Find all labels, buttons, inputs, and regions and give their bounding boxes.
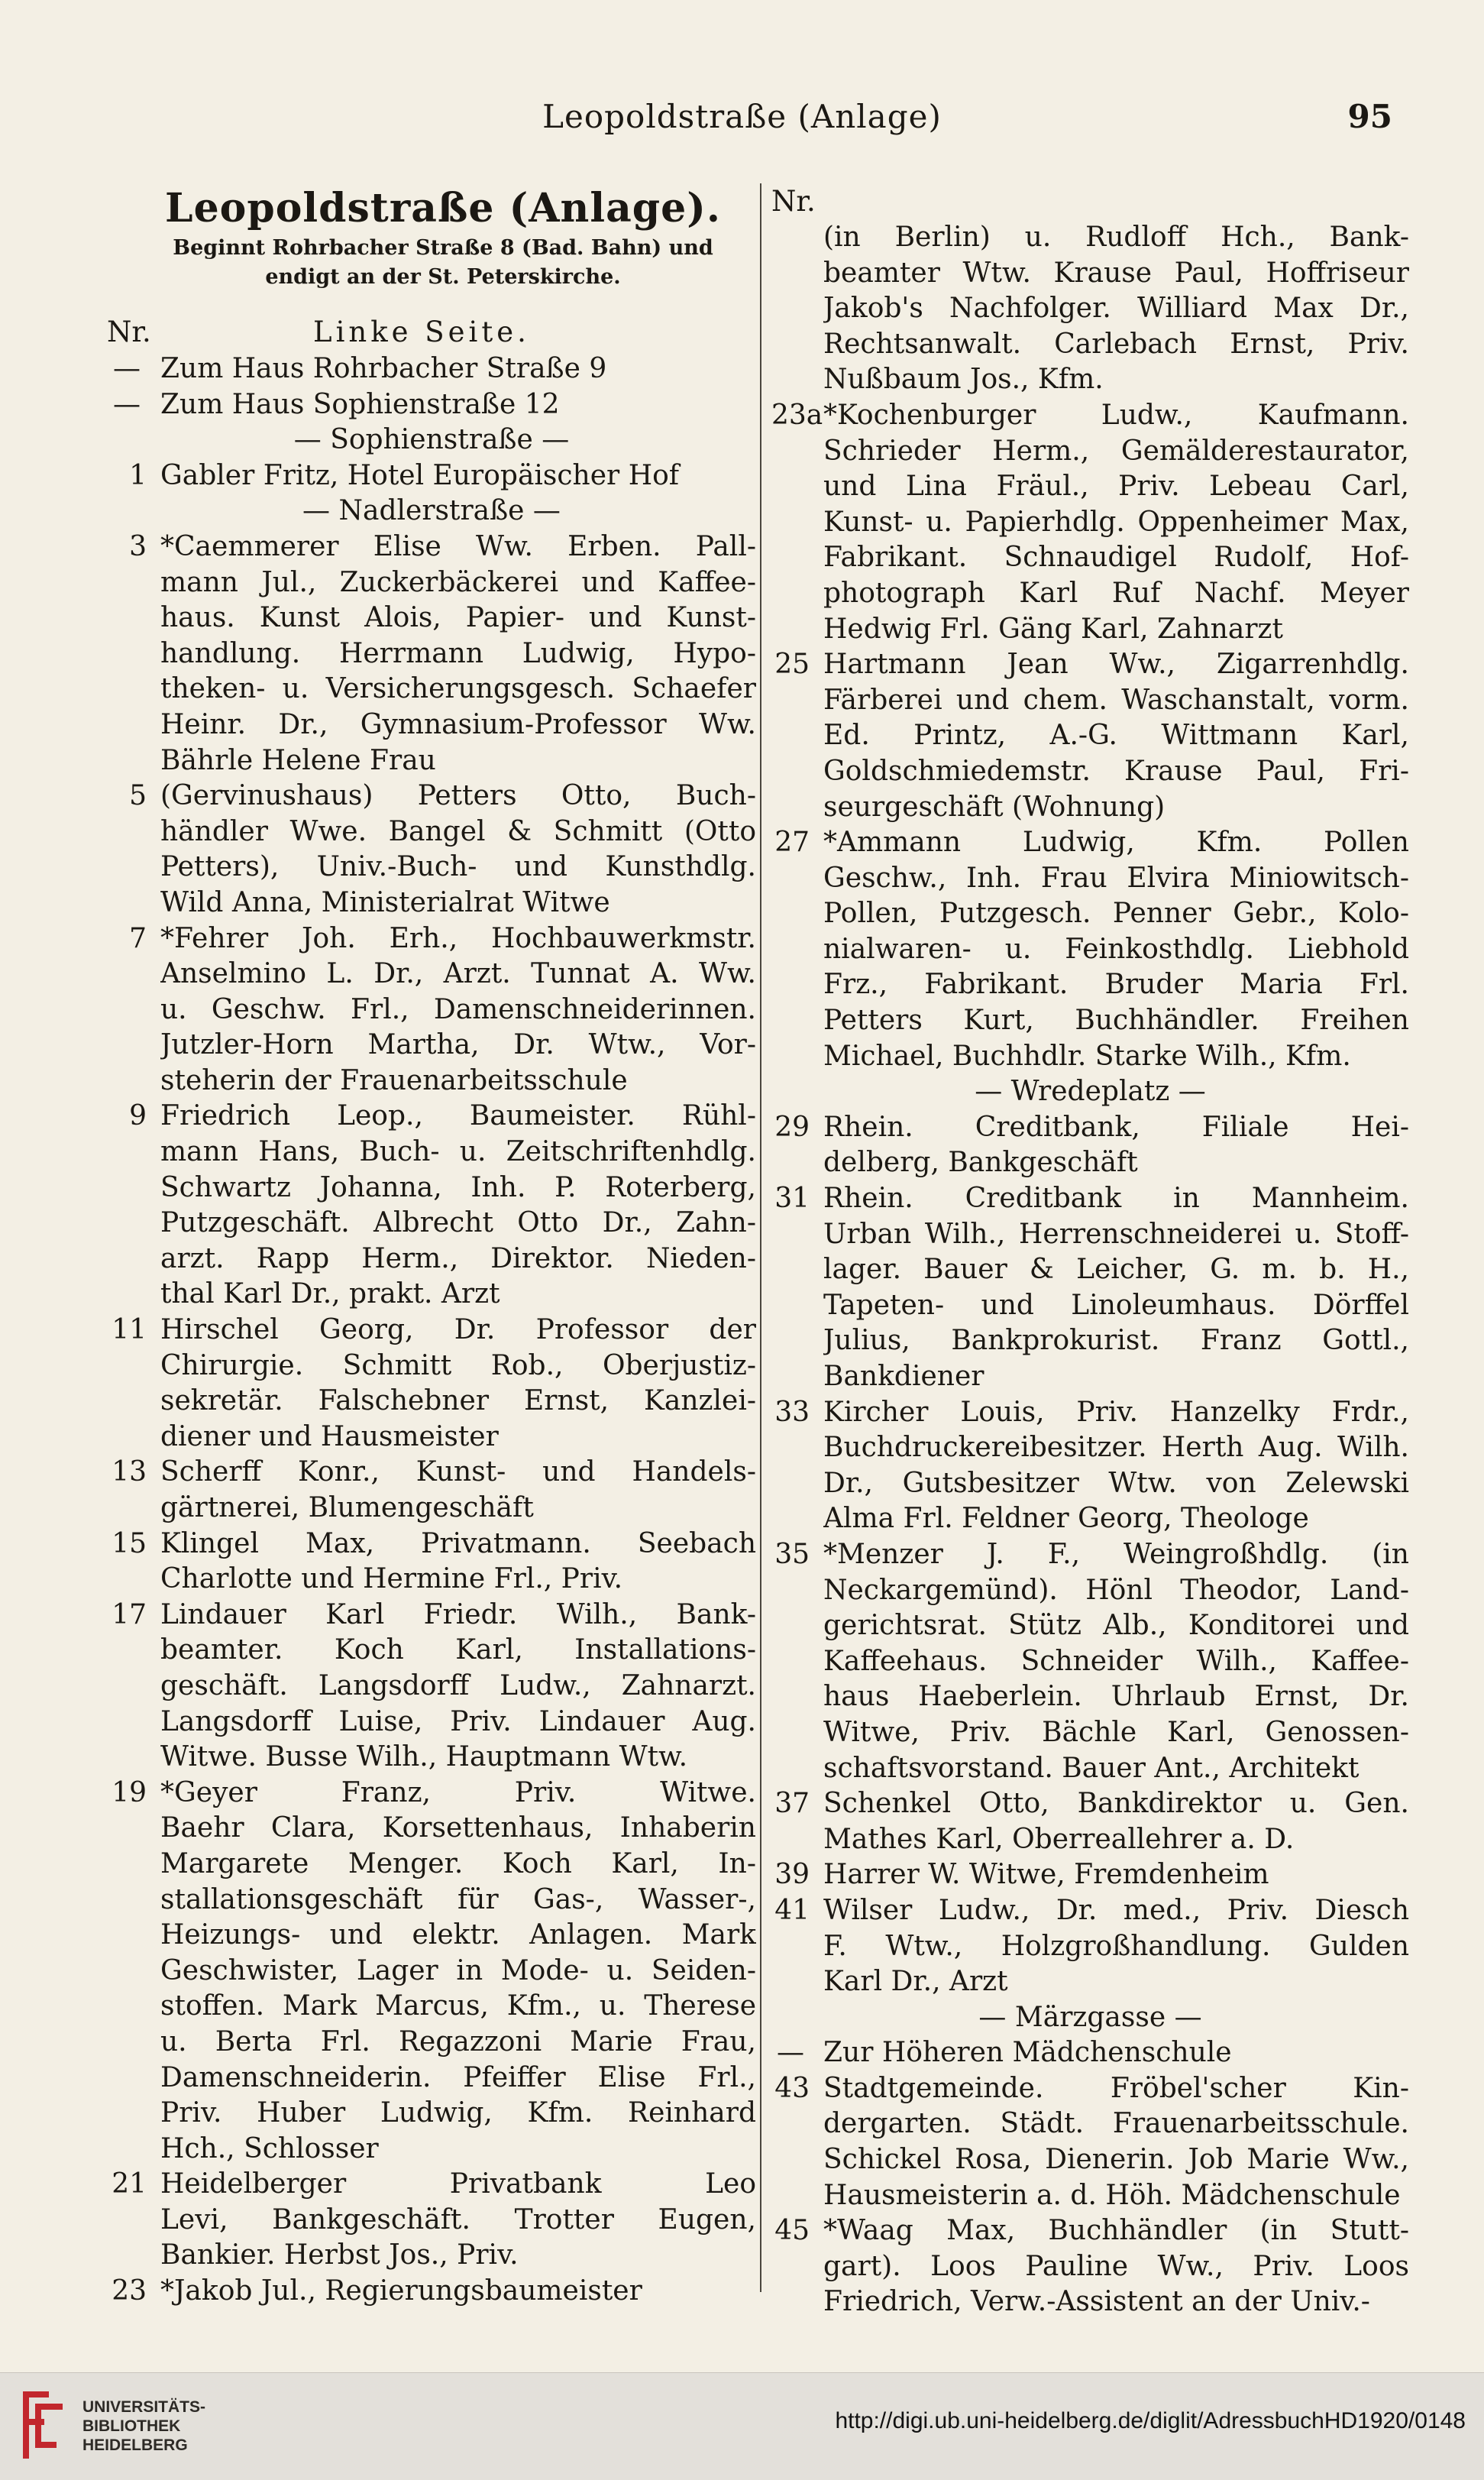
right-entry-list [771, 220, 1409, 2320]
entry-text [160, 1776, 756, 2168]
entry-text [823, 1181, 1409, 1395]
entry-line: (Gervinushaus) Petters Otto, Buch- [160, 780, 756, 812]
entry-line: photograph Karl Ruf Nachf. Meyer [823, 577, 1409, 609]
entry-line: beamter. Koch Karl, Installations- [160, 1634, 756, 1666]
entry-line: Färberei und chem. Waschanstalt, vorm. [823, 684, 1409, 716]
entry-line: Dr., Gutsbesitzer Wtw. von Zelewski [823, 1467, 1409, 1499]
entry-line: Tapeten- und Linoleumhaus. Dörffel [823, 1289, 1409, 1321]
entry-line: Friedrich, Verw.-Assistent an der Univ.- [823, 2286, 1370, 2318]
house-entry [771, 1786, 1409, 1857]
entry-line: Rechtsanwalt. Carlebach Ernst, Priv. [823, 328, 1409, 360]
entry-line: Schickel Rosa, Dienerin. Job Marie Ww., [823, 2144, 1409, 2176]
house-entry [771, 1857, 1409, 1893]
entry-line: seurgeschäft (Wohnung) [823, 791, 1166, 823]
right-column [771, 183, 1409, 2320]
entry-line: Friedrich Leop., Baumeister. Rühl- [160, 1100, 756, 1132]
house-entry [771, 1893, 1409, 2000]
entry-line: Geschw., Inh. Frau Elvira Miniowitsch- [823, 862, 1409, 894]
entry-line: u. Berta Frl. Regazzoni Marie Frau, [160, 2025, 756, 2057]
house-entry [771, 647, 1409, 825]
page-number: 95 [1347, 98, 1392, 135]
entry-line: Chirurgie. Schmitt Rob., Oberjustiz- [160, 1349, 756, 1381]
entry-line: Gabler Fritz, Hotel Europäischer Hof [160, 459, 680, 491]
entry-line: Heidelberger Privatbank Leo [160, 2168, 756, 2200]
entry-line: Harrer W. Witwe, Fremdenheim [823, 1859, 1269, 1891]
entry-line: Damenschneiderin. Pfeiffer Elise Frl., [160, 2061, 756, 2093]
cross-street: — Märzgasse — [978, 2001, 1202, 2033]
entry-line: Goldschmiedemstr. Krause Paul, Fri- [823, 755, 1409, 787]
entry-text [823, 647, 1409, 825]
entry-line: Buchdruckereibesitzer. Herth Aug. Wilh. [823, 1432, 1409, 1464]
entry-line: *Ammann Ludwig, Kfm. Pollen [823, 827, 1409, 859]
entry-text [160, 458, 756, 494]
entry-text [823, 220, 1409, 398]
entry-line: (in Berlin) u. Rudloff Hch., Bank- [823, 222, 1409, 253]
entry-line: Hedwig Frl. Gäng Karl, Zahnarzt [823, 613, 1283, 645]
viewer-footer [0, 2372, 1484, 2480]
entry-line: Baehr Clara, Korsettenhaus, Inhaberin [160, 1812, 756, 1844]
house-number: 23 [112, 2275, 147, 2307]
entry-line: Geschwister, Lager in Mode- u. Seiden- [160, 1954, 756, 1986]
house-entry [771, 2213, 1409, 2320]
house-entry [107, 458, 756, 494]
entry-line: schaftsvorstand. Bauer Ant., Architekt [823, 1752, 1360, 1784]
house-number: 21 [112, 2168, 147, 2200]
entry-text [823, 2071, 1409, 2213]
column-nr-label: Nr. [107, 316, 151, 348]
entry-line: Ed. Printz, A.-G. Wittmann Karl, [823, 720, 1409, 752]
house-number: 33 [774, 1396, 810, 1428]
entry-line: Rhein. Creditbank, Filiale Hei- [823, 1111, 1409, 1143]
cross-street: — Wredeplatz — [975, 1076, 1206, 1108]
entry-line: Jakob's Nachfolger. Williard Max Dr., [823, 293, 1409, 325]
house-number: 11 [112, 1314, 147, 1346]
entry-line: Kaffeehaus. Schneider Wilh., Kaffee- [823, 1645, 1409, 1677]
house-number: 29 [774, 1111, 810, 1143]
street-subtitle-line: Beginnt Rohrbacher Straße 8 (Bad. Bahn) und [173, 236, 713, 260]
entry-text [823, 398, 1409, 647]
house-number [771, 220, 823, 398]
house-entry [107, 1527, 756, 1598]
house-number: 43 [774, 2072, 810, 2104]
entry-text [823, 1395, 1409, 1537]
entry-text [160, 529, 756, 779]
entry-line: thal Karl Dr., prakt. Arzt [160, 1278, 500, 1310]
entry-line: Klingel Max, Privatmann. Seebach [160, 1527, 756, 1559]
column-divider [760, 183, 761, 2292]
entry-line: beamter Wtw. Krause Paul, Hoffriseur [823, 257, 1409, 289]
house-entry [107, 1598, 756, 1776]
entry-line: und Lina Fräul., Priv. Lebeau Carl, [823, 471, 1409, 503]
column-nr-label: Nr. [771, 185, 816, 218]
entry-line: Stadtgemeinde. Fröbel'scher Kin- [823, 2072, 1409, 2104]
entry-line: Putzgeschäft. Albrecht Otto Dr., Zahn- [160, 1207, 756, 1239]
entry-line: Petters), Univ.-Buch- und Kunsthdlg. [160, 851, 756, 883]
entry-line: Bankdiener [823, 1361, 984, 1392]
entry-text [823, 1857, 1409, 1893]
entry-line: Bährle Helene Frau [160, 744, 436, 776]
house-entry [107, 2274, 756, 2310]
entry-text [823, 1786, 1409, 1857]
entry-line: Zum Haus Rohrbacher Straße 9 [160, 353, 607, 384]
house-number: 27 [774, 827, 810, 859]
entry-text [823, 1893, 1409, 2000]
entry-line: händler Wwe. Bangel & Schmitt (Otto [160, 815, 756, 847]
entry-line: delberg, Bankgeschäft [823, 1147, 1138, 1179]
entry-line: stallationsgeschäft für Gas-, Wasser-, [160, 1883, 756, 1915]
entry-line: Petters Kurt, Buchhändler. Freihen [823, 1005, 1409, 1037]
entry-line: Kunst- u. Papierhdlg. Oppenheimer Max, [823, 506, 1409, 538]
house-entry [107, 779, 756, 921]
entry-line: Langsdorff Luise, Priv. Lindauer Aug. [160, 1705, 756, 1737]
entry-line: *Jakob Jul., Regierungsbaumeister [160, 2275, 642, 2307]
entry-text [160, 2167, 756, 2274]
entry-text [160, 1527, 756, 1598]
entry-line: Wild Anna, Ministerialrat Witwe [160, 886, 610, 918]
house-number: 37 [774, 1788, 810, 1820]
street-subtitle [130, 234, 756, 292]
entry-line: gart). Loos Pauline Ww., Priv. Loos [823, 2250, 1409, 2282]
entry-line: *Menzer J. F., Weingroßhdlg. (in [823, 1538, 1409, 1570]
entry-line: Lindauer Karl Friedr. Wilh., Bank- [160, 1598, 756, 1630]
entry-line: gärtnerei, Blumengeschäft [160, 1492, 534, 1523]
entry-text [823, 825, 1409, 1074]
house-entry [107, 387, 756, 423]
house-number: 31 [774, 1183, 810, 1215]
house-number: — [113, 353, 141, 384]
entry-line: haus. Kunst Alois, Papier- und Kunst- [160, 602, 756, 634]
house-number: 41 [774, 1894, 810, 1926]
entry-line: Hch., Schlosser [160, 2132, 379, 2164]
entry-line: *Caemmerer Elise Ww. Erben. Pall- [160, 530, 756, 562]
entry-line: u. Geschw. Frl., Damenschneiderinnen. [160, 993, 756, 1025]
street-title: Leopoldstraße (Anlage). [165, 185, 721, 231]
house-number: 5 [129, 780, 147, 812]
entry-line: geschäft. Langsdorff Ludw., Zahnarzt. [160, 1669, 756, 1701]
entry-line: Witwe, Priv. Bächle Karl, Genossen- [823, 1716, 1409, 1748]
entry-line: *Waag Max, Buchhändler (in Stutt- [823, 2215, 1409, 2247]
entry-line: Jutzler-Horn Martha, Dr. Wtw., Vor- [160, 1029, 756, 1061]
entry-line: Heizungs- und elektr. Anlagen. Mark [160, 1919, 756, 1951]
house-number: 45 [774, 2215, 810, 2247]
house-number: 15 [112, 1527, 147, 1559]
entry-line: Fabrikant. Schnaudigel Rudolf, Hof- [823, 542, 1409, 574]
house-entry [107, 1313, 756, 1455]
house-entry [107, 529, 756, 779]
house-number: 25 [774, 649, 810, 681]
entry-line: Karl Dr., Arzt [823, 1966, 1008, 1998]
entry-line: Hirschel Georg, Dr. Professor der [160, 1314, 756, 1346]
entry-line: Margarete Menger. Koch Karl, In- [160, 1847, 756, 1879]
house-number: 35 [774, 1538, 810, 1570]
entry-text [160, 387, 756, 423]
entry-line: Wilser Ludw., Dr. med., Priv. Diesch [823, 1894, 1409, 1926]
entry-text [160, 921, 756, 1099]
house-entry [107, 1099, 756, 1313]
entry-line: lager. Bauer & Leicher, G. m. b. H., [823, 1254, 1409, 1286]
library-name [82, 2397, 205, 2455]
entry-line: gerichtsrat. Stütz Alb., Konditorei und [823, 1610, 1409, 1642]
house-number: 1 [129, 459, 147, 491]
house-number: 23a [771, 399, 823, 431]
library-name-line: HEIDELBERG [82, 2436, 188, 2454]
house-entry [771, 825, 1409, 1074]
house-number: 39 [774, 1859, 810, 1891]
entry-line: Neckargemünd). Hönl Theodor, Land- [823, 1574, 1409, 1606]
entry-text [823, 1110, 1409, 1181]
house-entry [771, 1395, 1409, 1537]
house-number: 13 [112, 1456, 147, 1488]
house-number: 17 [112, 1598, 147, 1630]
entry-line: Kircher Louis, Priv. Hanzelky Frdr., [823, 1396, 1409, 1428]
entry-line: Bankier. Herbst Jos., Priv. [160, 2239, 519, 2271]
entry-text [823, 2213, 1409, 2320]
entry-text [160, 2274, 756, 2310]
house-entry [771, 2035, 1409, 2071]
house-entry [771, 1181, 1409, 1395]
house-entry [107, 2167, 756, 2274]
cross-street: — Sophienstraße — [293, 424, 570, 456]
entry-line: Witwe. Busse Wilh., Hauptmann Wtw. [160, 1741, 688, 1773]
house-number: — [777, 2037, 804, 2069]
house-entry [107, 351, 756, 387]
running-head [0, 98, 1484, 144]
house-entry [107, 1455, 756, 1526]
house-entry [771, 398, 1409, 647]
entry-line: Nußbaum Jos., Kfm. [823, 364, 1104, 396]
entry-line: Levi, Bankgeschäft. Trotter Eugen, [160, 2203, 756, 2236]
entry-line: steherin der Frauenarbeitsschule [160, 1064, 628, 1096]
house-entry [771, 1537, 1409, 1786]
entry-text [160, 1598, 756, 1776]
entry-text [160, 1455, 756, 1526]
house-entry [771, 1110, 1409, 1181]
entry-line: Schenkel Otto, Bankdirektor u. Gen. [823, 1788, 1409, 1820]
entry-line: Schrieder Herm., Gemälderestaurator, [823, 435, 1409, 467]
street-subtitle-line: endigt an der St. Peterskirche. [265, 265, 621, 289]
entry-line: stoffen. Mark Marcus, Kfm., u. Therese [160, 1990, 756, 2022]
entry-line: Schwartz Johanna, Inh. P. Roterberg, [160, 1171, 756, 1203]
entry-line: Frz., Fabrikant. Bruder Maria Frl. [823, 969, 1409, 1001]
entry-line: Hausmeisterin a. d. Höh. Mädchenschule [823, 2179, 1401, 2211]
entry-line: Alma Frl. Feldner Georg, Theologe [823, 1503, 1309, 1535]
entry-line: Michael, Buchhdlr. Starke Wilh., Kfm. [823, 1040, 1351, 1072]
house-number: — [113, 388, 141, 420]
entry-text [160, 1313, 756, 1455]
house-number: 7 [129, 922, 147, 954]
library-name-line: UNIVERSITÄTS- [82, 2398, 206, 2416]
entry-line: haus Haeberlein. Uhrlaub Ernst, Dr. [823, 1681, 1409, 1713]
entry-line: diener und Hausmeister [160, 1420, 499, 1452]
entry-line: Pollen, Putzgesch. Penner Gebr., Kolo- [823, 898, 1409, 930]
entry-line: F. Wtw., Holzgroßhandlung. Gulden [823, 1930, 1409, 1962]
entry-text [160, 1099, 756, 1313]
entry-line: Charlotte und Hermine Frl., Priv. [160, 1563, 623, 1595]
entry-text [160, 351, 756, 387]
entry-line: Priv. Huber Ludwig, Kfm. Reinhard [160, 2097, 756, 2129]
entry-line: mann Jul., Zuckerbäckerei und Kaffee- [160, 566, 756, 598]
entry-line: dergarten. Städt. Frauenarbeitsschule. [823, 2108, 1409, 2140]
entry-line: Zum Haus Sophienstraße 12 [160, 388, 560, 420]
entry-line: mann Hans, Buch- u. Zeitschriftenhdlg. [160, 1136, 756, 1168]
side-label: Linke Seite. [313, 316, 530, 348]
cross-street: — Nadlerstraße — [302, 495, 561, 527]
entry-text [823, 2035, 1409, 2071]
entry-text [160, 779, 756, 921]
permalink-url[interactable]: http://digi.ub.uni-heidelberg.de/diglit/AdressbuchHD1920/0148 [835, 2408, 1466, 2433]
left-entry-list [107, 351, 756, 2310]
entry-line: *Geyer Franz, Priv. Witwe. [160, 1776, 756, 1808]
entry-line: Hartmann Jean Ww., Zigarrenhdlg. [823, 649, 1409, 681]
entry-line: Julius, Bankprokurist. Franz Gottl., [823, 1325, 1409, 1357]
entry-line: Scherff Konr., Kunst- und Handels- [160, 1456, 756, 1488]
house-number: 3 [129, 530, 147, 562]
house-entry [107, 1776, 756, 2168]
library-logo-icon [18, 2388, 67, 2462]
entry-line: Mathes Karl, Oberreallehrer a. D. [823, 1823, 1295, 1855]
left-column [107, 183, 756, 2310]
entry-line: Rhein. Creditbank in Mannheim. [823, 1183, 1409, 1215]
side-header [107, 313, 756, 351]
entry-line: Urban Wilh., Herrenschneiderei u. Stoff- [823, 1218, 1409, 1250]
house-entry [771, 2071, 1409, 2213]
library-name-line: BIBLIOTHEK [82, 2417, 181, 2435]
entry-text [823, 1537, 1409, 1786]
entry-line: arzt. Rapp Herm., Direktor. Nieden- [160, 1242, 756, 1274]
entry-line: Anselmino L. Dr., Arzt. Tunnat A. Ww. [160, 958, 756, 990]
house-entry [107, 921, 756, 1099]
entry-line: *Fehrer Joh. Erh., Hochbauwerkmstr. [160, 922, 756, 954]
entry-line: Zur Höheren Mädchenschule [823, 2037, 1232, 2069]
entry-line: Heinr. Dr., Gymnasium-Professor Ww. [160, 708, 756, 740]
house-number: 19 [112, 1776, 147, 1808]
entry-line: theken- u. Versicherungsgesch. Schaefer [160, 673, 756, 705]
house-entry [771, 220, 1409, 398]
entry-line: handlung. Herrmann Ludwig, Hypo- [160, 637, 756, 669]
entry-line: *Kochenburger Ludw., Kaufmann. [823, 399, 1409, 431]
house-number: 9 [129, 1100, 147, 1132]
entry-line: sekretär. Falschebner Ernst, Kanzlei- [160, 1385, 756, 1417]
running-head-title: Leopoldstraße (Anlage) [542, 98, 942, 135]
entry-line: nialwaren- u. Feinkosthdlg. Liebhold [823, 933, 1409, 965]
